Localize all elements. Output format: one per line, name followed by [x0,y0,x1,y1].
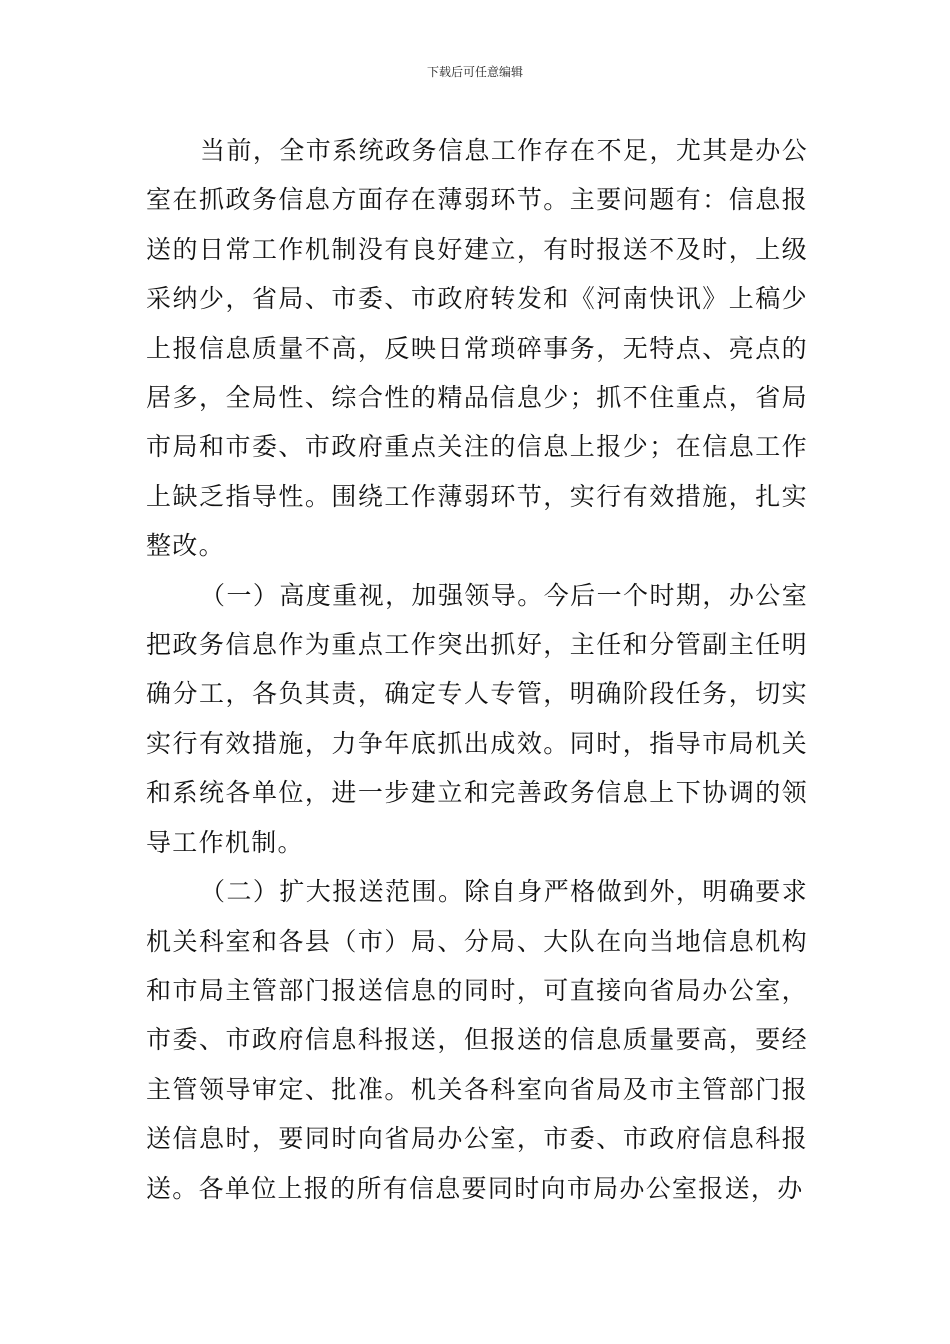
page-header: 下载后可任意编辑 [426,65,523,79]
paragraph-current-problems: 当前，全市系统政务信息工作存在不足，尤其是办公室在抓政务信息方面存在薄弱环节。主要问题有：信息报送的日常工作机制没有良好建立，有时报送不及时，上级采纳少，省局、市委、市政府转发和《河南快讯》上稿少上报信息质量不高，反映日常琐碎事务，无特点、亮点的居多，全局性、综合性的精品信息少；抓不住重点，省局市局和市委、市政府重点关注的信息上报少；在信息工作上缺乏指导性。围绕工作薄弱环节，实行有效措施，扎实整改。 [146,136,808,561]
document-body [146,126,808,1213]
paragraph-reporting-scope: （二）扩大报送范围。除自身严格做到外，明确要求机关科室和各县（市）局、分局、大队在向当地信息机构和市局主管部门报送信息的同时，可直接向省局办公室，市委、市政府信息科报送，但报送的信息质量要高，要经主管领导审定、批准。机关各科室向省局及市主管部门报送信息时，要同时向省局办公室，市委、市政府信息科报送。各单位上报的所有信息要同时向市局办公室报送，办 [146,877,808,1203]
paragraph-leadership: （一）高度重视，加强领导。今后一个时期，办公室把政务信息作为重点工作突出抓好，主任和分管副主任明确分工，各负其责，确定专人专管，明确阶段任务，切实实行有效措施，力争年底抓出成效。同时，指导市局机关和系统各单位，进一步建立和完善政务信息上下协调的领导工作机制。 [146,580,808,857]
